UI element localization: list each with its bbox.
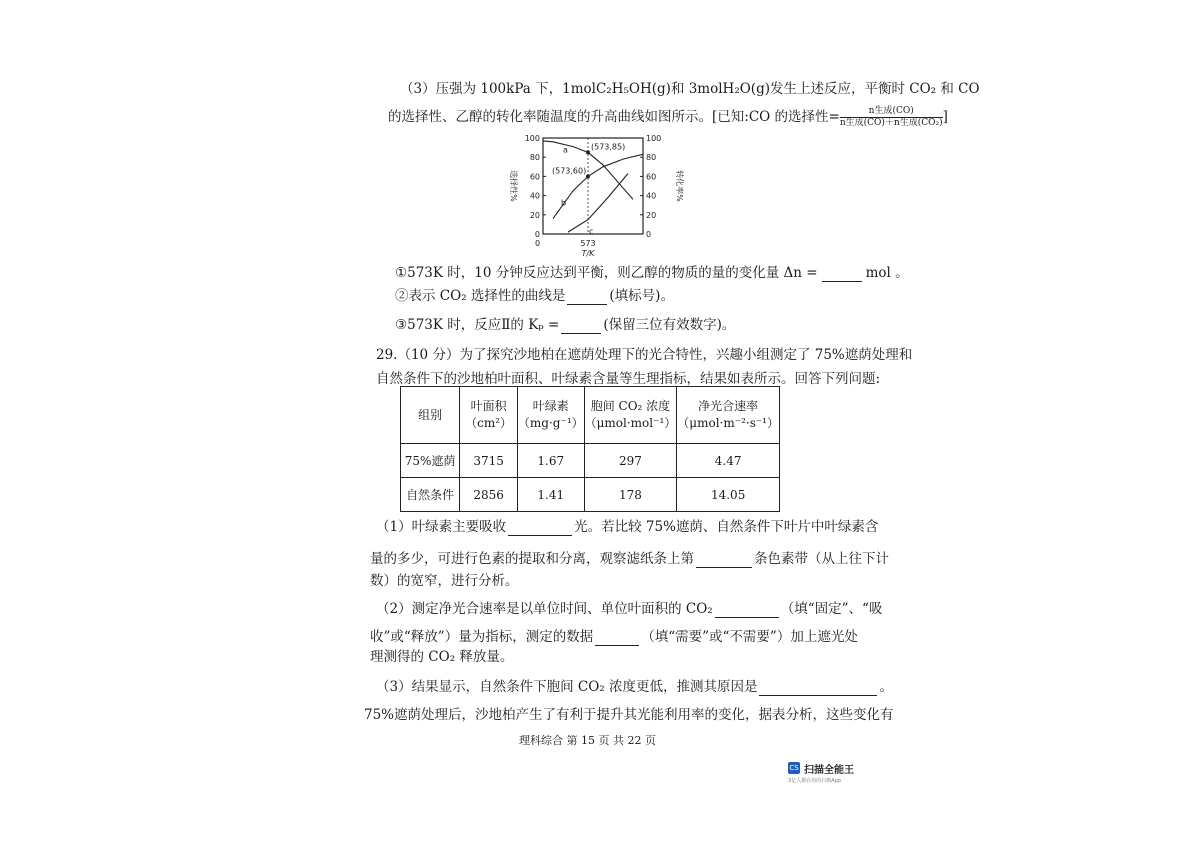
q3-sub1 (395, 264, 909, 282)
q29-p2-line1-post: （填“固定”、“吸 (780, 601, 883, 617)
x-origin-label: 0 (535, 239, 541, 248)
annotated-point (586, 150, 590, 154)
q3-line2-post: ] (942, 109, 948, 125)
right-axis-title: 转化率% (675, 170, 684, 202)
q29-intro-line1: 29.（10 分）为了探究沙地柏在遮荫处理下的光合特性，兴趣小组测定了 75%遮荫处理和 (376, 347, 913, 363)
header-intercellular-co2: 胞间 CO₂ 浓度 （μmol·mol⁻¹） (584, 387, 677, 444)
table-cell: 178 (584, 478, 677, 512)
photosynthesis-table (400, 386, 780, 512)
q29-p3-line1 (376, 678, 893, 696)
right-tick-label: 80 (646, 153, 657, 163)
right-tick-label: 60 (646, 172, 657, 182)
q3-sub2-post: (填标号)。 (609, 288, 674, 304)
right-tick-label: 100 (646, 134, 662, 143)
header-leaf-area: 叶面积 （cm²） (460, 387, 518, 444)
camscanner-tagline: 3亿人都在用的扫描App (788, 778, 841, 784)
table-cell: 3715 (460, 444, 518, 478)
table-cell: 14.05 (677, 478, 780, 512)
table-cell: 4.47 (677, 444, 780, 478)
page-footer: 理科综合 第 15 页 共 22 页 (519, 734, 656, 747)
fraction-numerator: n生成(CO) (840, 106, 943, 118)
q29-p3-line1-post: 。 (879, 679, 893, 695)
left-tick-label: 20 (529, 210, 540, 220)
fraction-denominator: n生成(CO)＋n生成(CO₂) (839, 118, 943, 128)
table-row (401, 444, 780, 478)
q3-sub2-pre: ②表示 CO₂ 选择性的曲线是 (395, 288, 566, 304)
left-tick-label: 80 (529, 153, 540, 163)
q29-p1-line3: 数）的宽窄，进行分析。 (370, 573, 519, 589)
q29-p2-line2-post: （填“需要”或“不需要”）加上遮光处 (641, 629, 858, 645)
q29-intro-line2: 自然条件下的沙地柏叶面积、叶绿素含量等生理指标，结果如表所示。回答下列问题: (376, 371, 881, 387)
co-selectivity-fraction (840, 106, 943, 129)
table-cell: 自然条件 (401, 478, 460, 512)
table-cell: 2856 (460, 478, 518, 512)
point-annotation: (573,60) (552, 166, 587, 176)
table-header-row (401, 387, 780, 444)
left-tick-label: 60 (529, 172, 540, 182)
series-label-b: b (561, 198, 567, 208)
header-net-photosynthesis: 净光合速率 （μmol·m⁻²·s⁻¹） (677, 387, 780, 444)
answer-blank-curve[interactable] (567, 290, 607, 305)
q29-p2-line2-pre: 收”或“释放”）量为指标，测定的数据 (370, 629, 594, 645)
series-label-c: c (589, 227, 594, 237)
q3-sub1-pre: ①573K 时，10 分钟反应达到平衡，则乙醇的物质的量的变化量 Δn = (395, 265, 818, 281)
q29-p1-line2 (370, 550, 889, 568)
left-tick-label: 0 (534, 230, 540, 239)
answer-blank-co2-mode[interactable] (715, 603, 779, 618)
left-tick-label: 40 (529, 191, 540, 201)
plot-frame (543, 138, 643, 237)
q3-sub1-post: mol 。 (865, 265, 909, 281)
q29-p1-line1-post: 光。若比较 75%遮荫、自然条件下叶片中叶绿素含 (574, 519, 879, 535)
q3-sub2 (395, 287, 674, 305)
table-cell: 297 (584, 444, 677, 478)
answer-blank-light[interactable] (508, 521, 572, 536)
selectivity-conversion-chart (495, 130, 695, 260)
q29-p3-line1-pre: （3）结果显示，自然条件下胞间 CO₂ 浓度更低，推测其原因是 (376, 679, 758, 695)
q3-line2 (388, 106, 948, 129)
series-line-c (568, 174, 628, 233)
table-cell: 1.41 (517, 478, 584, 512)
q3-sub3 (395, 316, 735, 334)
header-group: 组别 (401, 387, 460, 444)
q29-p3-line2: 75%遮荫处理后，沙地柏产生了有利于提升其光能利用率的变化，据表分析，这些变化有 (364, 707, 894, 723)
x-axis-title: T/K (581, 249, 595, 258)
right-tick-label: 0 (646, 230, 652, 239)
answer-blank-delta-n[interactable] (822, 267, 862, 282)
point-annotation: (573,85) (591, 142, 626, 152)
q3-line2-pre: 的选择性、乙醇的转化率随温度的升高曲线如图所示。[已知:CO 的选择性= (388, 109, 840, 125)
table-cell: 75%遮荫 (401, 444, 460, 478)
q3-sub3-pre: ③573K 时，反应Ⅱ的 Kₚ = (395, 317, 560, 333)
q3-line1: （3）压强为 100kPa 下，1molC₂H₅OH(g)和 3molH₂O(g)发生上述反应，平衡时 CO₂ 和 CO (400, 81, 980, 97)
camscanner-logo: CS (789, 764, 799, 772)
table-row (401, 478, 780, 512)
q29-p1-line2-pre: 量的多少，可进行色素的提取和分离，观察滤纸条上第 (370, 551, 694, 567)
left-axis-title: 选择性% (509, 170, 518, 202)
answer-blank-reason[interactable] (759, 681, 877, 696)
q29-p2-line2 (370, 628, 858, 646)
camscanner-name: 扫描全能王 (804, 765, 854, 776)
left-tick-label: 100 (524, 134, 540, 143)
q29-p1-line1 (376, 518, 878, 536)
x-tick-label: 573 (580, 239, 596, 248)
answer-blank-band[interactable] (696, 553, 752, 568)
series-label-a: a (563, 145, 568, 155)
table-cell: 1.67 (517, 444, 584, 478)
answer-blank-need[interactable] (595, 631, 639, 646)
q29-p2-line3: 理测得的 CO₂ 释放量。 (370, 649, 514, 665)
annotated-point (586, 174, 590, 178)
right-tick-label: 40 (646, 191, 657, 201)
answer-blank-kp[interactable] (561, 319, 601, 334)
q29-p1-line1-pre: （1）叶绿素主要吸收 (376, 519, 507, 535)
q3-sub3-post: (保留三位有效数字)。 (603, 317, 736, 333)
q29-p1-line2-post: 条色素带（从上往下计 (754, 551, 889, 567)
q29-p2-line1-pre: （2）测定净光合速率是以单位时间、单位叶面积的 CO₂ (376, 601, 713, 617)
right-tick-label: 20 (646, 210, 657, 220)
header-chlorophyll: 叶绿素 （mg·g⁻¹） (517, 387, 584, 444)
q29-p2-line1 (376, 600, 882, 618)
